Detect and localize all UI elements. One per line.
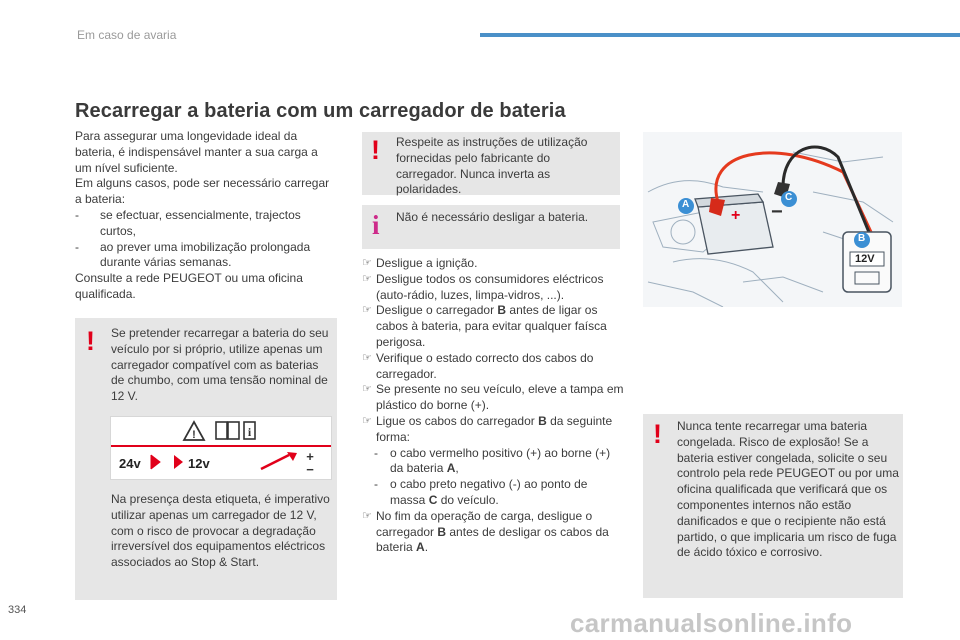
svg-text:−: −: [771, 201, 783, 223]
manual-book-icon: [216, 422, 255, 439]
label-b: B: [858, 233, 866, 244]
clamp-cable-icon: [261, 455, 289, 469]
warning-box-mid: [362, 132, 620, 195]
svg-text:i: i: [247, 425, 252, 439]
warning-left-caption: Na presença desta etiqueta, é imperativo utilizar apenas um carregador de 12 V, com o risco de provocar a degradação irreversível dos equipamentos eléctricos associados ao Stop & Start.: [111, 492, 330, 570]
svg-text:+: +: [306, 449, 314, 464]
label-12v: 12v: [188, 456, 210, 471]
section-label: Em caso de avaria: [77, 28, 177, 42]
step-item: ☞ No fim da operação de carga, desligue o carregador B antes de desligar os cabos da bateria A.: [362, 508, 609, 555]
intro-text: [75, 129, 330, 303]
info-mid-text: Não é necessário desligar a bateria.: [396, 210, 589, 224]
warning-icon: !: [86, 326, 95, 356]
warning-right-text: Nunca tente recarregar uma bateria congelada. Risco de explosão! Se a bateria estiver congelada, solicite o seu controlo pela rede PEUGEOT ou por uma oficina qualificada que verificará que os componentes internos não estão danificados e que o recipiente não está partido, o que implicaria um risco de fuga de ácido tóxico e corrosivo.: [677, 419, 899, 560]
intro-list-item: - ao prever uma imobilização prolongada durante várias semanas.: [75, 239, 311, 270]
intro-list-item: - se efectuar, essencialmente, trajectos curtos,: [75, 207, 301, 238]
label-c: C: [785, 192, 793, 203]
step-item: ☞ Ligue os cabos do carregador B da seguinte forma:: [362, 413, 613, 444]
warning-icon: !: [653, 419, 662, 449]
warning-left-text: Se pretender recarregar a bateria do seu veículo por si próprio, utilize apenas um carregador compatível com as baterias de chumbo, com uma tensão nominal de 12 V.: [111, 326, 329, 404]
step-subitem: - o cabo vermelho positivo (+) ao borne (+) da bateria A,: [374, 445, 611, 476]
intro-paragraph-3: Consulte a rede PEUGEOT ou uma oficina qualificada.: [75, 271, 303, 301]
label-a: A: [682, 199, 690, 210]
warning-mid-text: Respeite as instruções de utilização fornecidas pelo fabricante do carregador. Nunca inverta as polaridades.: [396, 135, 588, 197]
step-item: ☞ Verifique o estado correcto dos cabos do carregador.: [362, 350, 594, 381]
page-title: Recarregar a bateria com um carregador de bateria: [75, 100, 566, 122]
warning-icon: !: [371, 135, 380, 165]
charger-voltage-label: 12V: [855, 253, 875, 265]
header-accent-bar: [480, 33, 960, 37]
info-box-mid: [362, 205, 620, 249]
intro-paragraph-1: Para assegurar uma longevidade ideal da bateria, é indispensável manter a sua carga a um nível suficiente.: [75, 129, 318, 175]
arrow-icon: [174, 455, 183, 469]
svg-text:+: +: [731, 207, 741, 224]
steps-list: [362, 256, 624, 556]
step-item: ☞ Desligue a ignição.: [362, 256, 478, 270]
page-number: 334: [8, 604, 27, 616]
label-graphic: [111, 417, 331, 479]
info-icon: i: [372, 210, 380, 240]
warning-box-right: [643, 414, 903, 598]
step-item: ☞ Se presente no seu veículo, eleve a tampa em plástico do borne (+).: [362, 382, 624, 413]
svg-text:!: !: [192, 429, 196, 441]
step-item: ☞ Desligue o carregador B antes de ligar os cabos à bateria, para evitar qualquer faísca perigosa.: [362, 303, 607, 349]
watermark: carmanualsonline.info: [570, 608, 853, 638]
warning-box-left: [75, 318, 337, 600]
battery-icon: [695, 194, 773, 254]
label-24v: 24v: [119, 456, 141, 471]
intro-paragraph-2: Em alguns casos, pode ser necessário carregar a bateria:: [75, 176, 330, 207]
arrow-icon: [151, 455, 160, 469]
charger-warning-label: [110, 416, 332, 480]
battery-charging-diagram: [643, 132, 902, 307]
svg-text:−: −: [306, 462, 314, 477]
engine-bay-illustration: [643, 132, 902, 307]
step-subitem: - o cabo preto negativo (-) ao ponto de massa C do veículo.: [374, 477, 588, 507]
step-item: ☞ Desligue todos os consumidores eléctricos (auto-rádio, luzes, limpa-vidros, ...).: [362, 271, 604, 302]
